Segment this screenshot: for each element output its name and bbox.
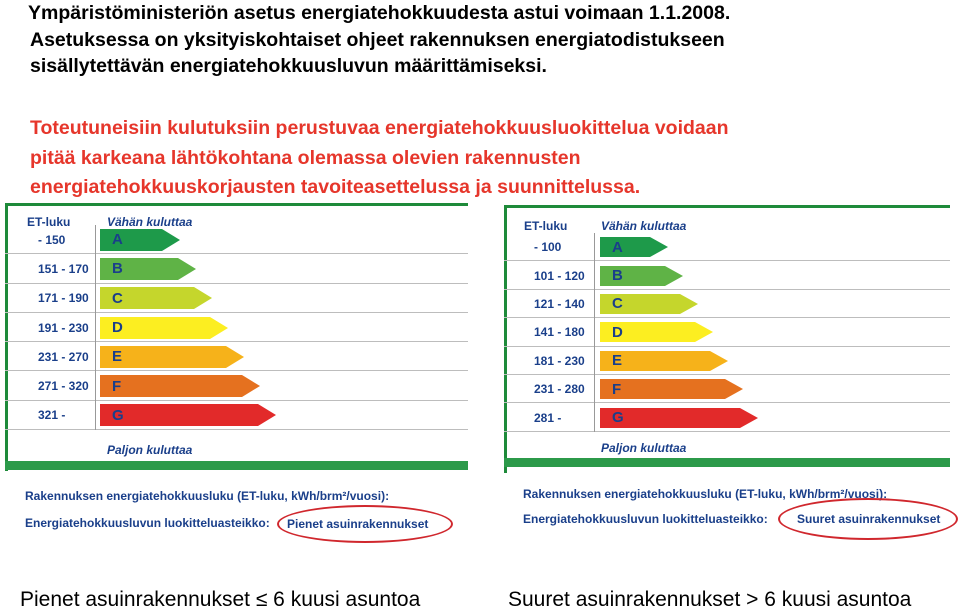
class-arrow-fill: [600, 379, 743, 399]
footer-small-buildings: Pienet asuinrakennukset ≤ 6 kuusi asuntoa: [20, 588, 421, 611]
class-letter: A: [112, 231, 123, 249]
class-arrow-fill: [600, 237, 668, 257]
energy-class-row: [5, 254, 468, 283]
et-luku-header: ET-luku: [27, 215, 71, 229]
energy-class-row: [504, 403, 950, 431]
class-letter: D: [612, 323, 623, 341]
class-arrow: [600, 294, 698, 314]
label-top-rule: [5, 203, 468, 206]
class-arrow-shape: [600, 237, 668, 257]
class-arrow-shape: [100, 375, 260, 397]
class-letter: F: [112, 377, 122, 395]
class-range: 271 - 320: [38, 379, 89, 394]
class-arrow-fill: [100, 375, 260, 397]
scale-info: Energiatehokkuusluvun luokitteluasteikko:: [25, 516, 270, 530]
class-arrow-fill: [100, 404, 276, 426]
energy-class-row: [504, 261, 950, 289]
energy-class-row: [504, 375, 950, 403]
small-buildings-label: Pienet asuinrakennukset: [287, 517, 429, 531]
class-arrow: [100, 229, 180, 251]
class-arrow: [100, 287, 212, 309]
intro-line: Ympäristöministeriön asetus energiatehokkuudesta astui voimaan 1.1.2008.: [28, 2, 731, 24]
class-letter: A: [612, 238, 623, 256]
class-arrow-shape: [100, 404, 276, 426]
class-range: 141 - 180: [534, 325, 585, 340]
highlight-line: energiatehokkuuskorjausten tavoiteasettelussa ja suunnittelussa.: [30, 176, 641, 198]
more-consumption-footer: Paljon kuluttaa: [107, 443, 193, 457]
class-letter: G: [112, 406, 124, 424]
energy-class-row: [504, 233, 950, 261]
highlight-line: Toteutuneisiin kulutuksiin perustuvaa energiatehokkuusluokittelua voidaan: [30, 117, 729, 139]
class-letter: G: [612, 409, 624, 427]
class-arrow: [100, 346, 244, 368]
class-letter: C: [612, 295, 623, 313]
class-letter: C: [112, 289, 123, 307]
class-arrow: [600, 408, 758, 428]
class-range: 121 - 140: [534, 296, 585, 311]
class-arrow: [600, 322, 713, 342]
class-range: 321 -: [38, 408, 66, 423]
class-range: 281 -: [534, 410, 562, 425]
class-arrow: [100, 317, 228, 339]
energy-class-row: [5, 372, 468, 401]
class-arrow: [600, 351, 728, 371]
class-letter: B: [612, 267, 623, 285]
class-range: 231 - 270: [38, 349, 89, 364]
energy-class-row: [504, 318, 950, 346]
label-bottom-bar: [5, 461, 468, 470]
class-range: 171 - 190: [38, 291, 89, 306]
footer-large-buildings: Suuret asuinrakennukset > 6 kuusi asuntoa: [508, 588, 912, 611]
class-arrow: [600, 266, 683, 286]
energy-class-row: [5, 401, 468, 430]
highlight-line: pitää karkeana lähtökohtana olemassa olevien rakennusten: [30, 146, 581, 169]
class-arrow-shape: [600, 379, 743, 399]
class-arrow: [100, 258, 196, 280]
class-letter: B: [112, 260, 123, 278]
class-range: 101 - 120: [534, 268, 585, 283]
et-luku-info: Rakennuksen energiatehokkuusluku (ET-luku, kWh/brm²/vuosi):: [523, 487, 888, 501]
highlight-paragraph: [30, 114, 955, 203]
class-letter: F: [612, 380, 622, 398]
intro-line: sisällytettävän energiatehokkuusluvun määrittämiseksi.: [30, 55, 547, 77]
class-arrow: [600, 379, 743, 399]
energy-class-row: [5, 284, 468, 313]
class-arrow: [100, 404, 276, 426]
less-consumption-header: Vähän kuluttaa: [107, 215, 193, 229]
class-range: 191 - 230: [38, 320, 89, 335]
class-arrow: [100, 375, 260, 397]
class-range: - 150: [38, 232, 66, 247]
et-luku-info: Rakennuksen energiatehokkuusluku (ET-luku, kWh/brm²/vuosi):: [25, 489, 390, 503]
scale-info: Energiatehokkuusluvun luokitteluasteikko:: [523, 512, 768, 526]
energy-class-row: [5, 313, 468, 342]
energy-class-row: [5, 342, 468, 371]
intro-line: Asetuksessa on yksityiskohtaiset ohjeet rakennuksen energiatodistukseen: [30, 28, 725, 51]
class-range: 231 - 280: [534, 382, 585, 397]
less-consumption-header: Vähän kuluttaa: [601, 219, 687, 233]
class-letter: E: [112, 348, 123, 366]
row-divider-line: [594, 233, 595, 432]
class-range: 151 - 170: [38, 261, 89, 276]
class-arrow-shape: [600, 408, 758, 428]
label-top-rule: [504, 205, 950, 208]
intro-paragraph: [30, 0, 955, 80]
energy-class-row: [504, 347, 950, 375]
class-letter: E: [612, 352, 623, 370]
class-letter: D: [112, 319, 123, 337]
label-bottom-bar: [504, 458, 950, 467]
energy-class-row: [504, 290, 950, 318]
energy-class-row: [5, 225, 468, 254]
et-luku-header: ET-luku: [524, 219, 568, 233]
class-arrow-fill: [600, 408, 758, 428]
class-range: 181 - 230: [534, 353, 585, 368]
energy-label-small-buildings: [5, 203, 468, 537]
large-buildings-label: Suuret asuinrakennukset: [797, 512, 941, 526]
class-arrow: [600, 237, 668, 257]
energy-label-large-buildings: [504, 205, 950, 537]
row-separator: [504, 431, 950, 432]
class-range: - 100: [534, 240, 562, 255]
row-divider-line: [95, 225, 96, 430]
row-separator: [5, 429, 468, 430]
more-consumption-footer: Paljon kuluttaa: [601, 441, 687, 455]
